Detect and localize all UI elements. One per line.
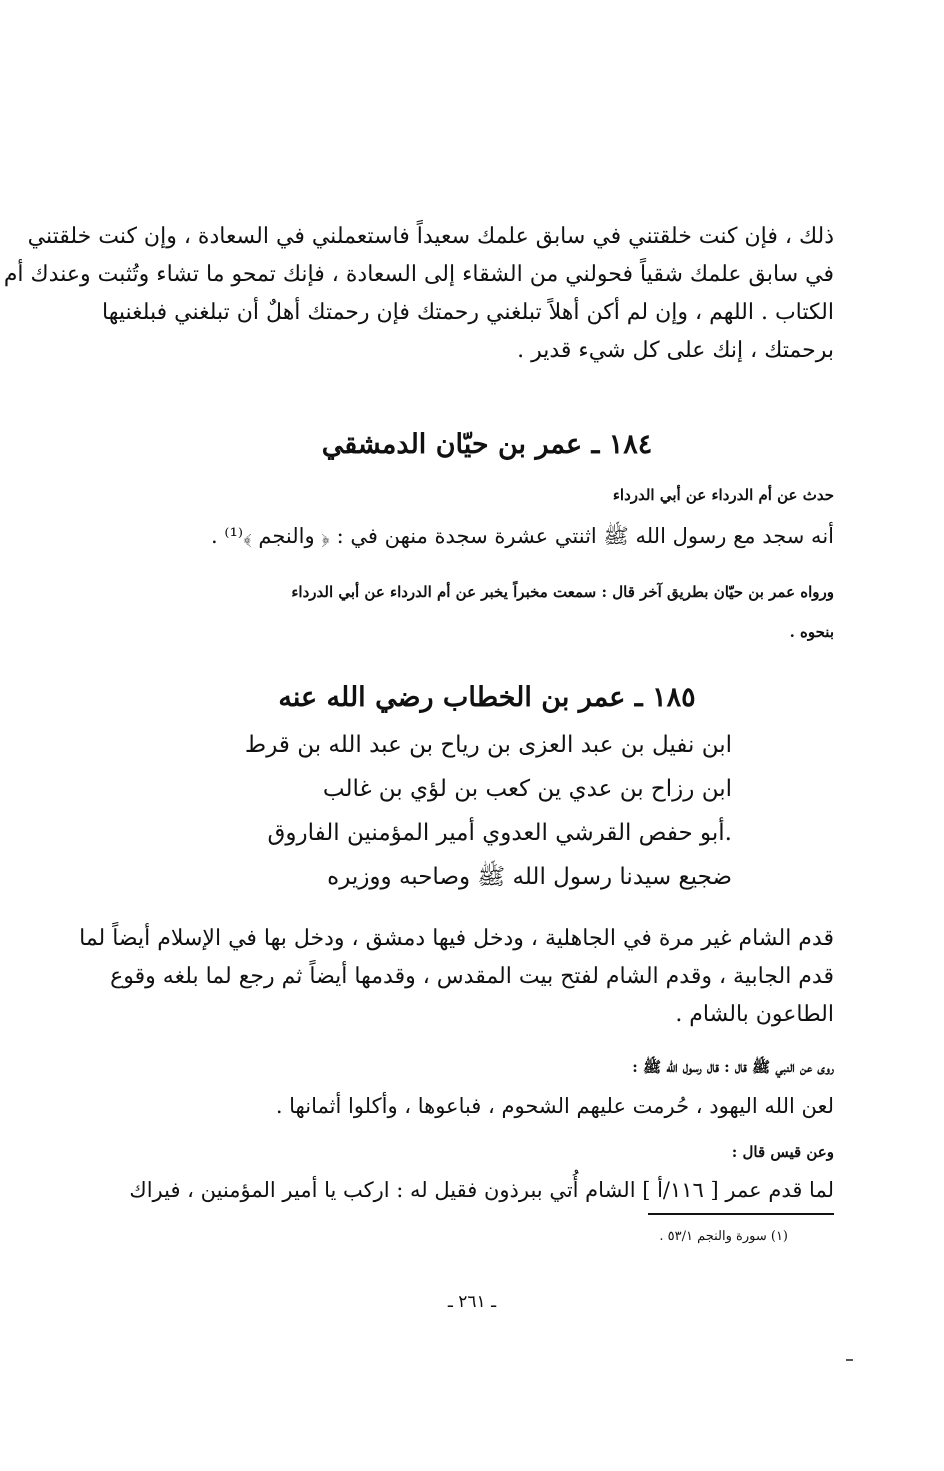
- qays-chain: وعن قيس قال :: [731, 1143, 834, 1161]
- entry-185-bio: [79, 920, 834, 1034]
- entry-185-lineage: [244, 723, 732, 899]
- scan-speck: [846, 1359, 853, 1361]
- page-number: ـ ٢٦١ ـ: [447, 1292, 497, 1312]
- intro-line: في سابق علمك شقياً فحولني من الشقاء إلى السعادة ، فإنك تمحو ما تشاء وتُثبت وعندك أم: [3, 262, 834, 287]
- bio-line: قدم الشام غير مرة في الجاهلية ، ودخل فيها دمشق ، ودخل بها في الإسلام أيضاً لما: [79, 926, 834, 951]
- lineage-line: .أبو حفص القرشي العدوي أمير المؤمنين الفاروق: [267, 820, 732, 846]
- lineage-line: ابن رزاح بن عدي ين كعب بن لؤي بن غالب: [322, 776, 732, 802]
- entry-184-heading: ١٨٤ ـ عمر بن حيّان الدمشقي: [321, 429, 653, 460]
- footnote: (١) سورة والنجم ٥٣/١ .: [659, 1229, 788, 1244]
- entry-184-riwaya-line: بنحوه .: [789, 623, 834, 641]
- entry-184-chain: حدث عن أم الدرداء عن أبي الدرداء: [612, 486, 834, 504]
- lineage-line: ضجيع سيدنا رسول الله ﷺ وصاحبه ووزيره: [327, 864, 732, 890]
- entry-184-riwaya-line: ورواه عمر بن حيّان بطريق آخر قال : سمعت مخبراً يخبر عن أم الدرداء عن أبي الدرداء: [291, 583, 834, 601]
- entry-184-text: أنه سجد مع رسول الله ﷺ اثنتي عشرة سجدة منهن في : ﴿ والنجم ﴾⁽¹⁾ .: [210, 524, 834, 548]
- last-line: لما قدم عمر [ ١١٦/أ ] الشام أُتي ببرذون فقيل له : اركب يا أمير المؤمنين ، فيراك: [129, 1178, 834, 1202]
- bio-line: قدم الجابية ، وقدم الشام لفتح بيت المقدس ، وقدمها أيضاً ثم رجع لما بلغه وقوع: [110, 964, 834, 989]
- intro-line: الكتاب . اللهم ، وإن لم أكن أهلاً تبلغني رحمتك فإن رحمتك أهلٌ أن تبلغني فبلغنيها: [101, 300, 834, 325]
- lineage-line: ابن نفيل بن عبد العزى بن رياح بن عبد الله بن قرط: [244, 732, 732, 758]
- hadith-text: لعن الله اليهود ، حُرمت عليهم الشحوم ، فباعوها ، وأكلوا أثمانها .: [275, 1094, 834, 1118]
- intro-paragraph: [3, 218, 834, 370]
- entry-185-heading: ١٨٥ ـ عمر بن الخطاب رضي الله عنه: [278, 682, 696, 713]
- bio-line: الطاعون بالشام .: [675, 1002, 834, 1027]
- hadith-chain: روى عن النبي ﷺ قال : قال رسول الله ﷺ :: [632, 1058, 834, 1076]
- intro-line: ذلك ، فإن كنت خلقتني في سابق علمك سعيداً فاستعملني في السعادة ، وإن كنت خلقتني: [27, 224, 834, 249]
- footnote-rule: [648, 1213, 834, 1215]
- intro-line: برحمتك ، إنك على كل شيء قدير .: [517, 338, 834, 363]
